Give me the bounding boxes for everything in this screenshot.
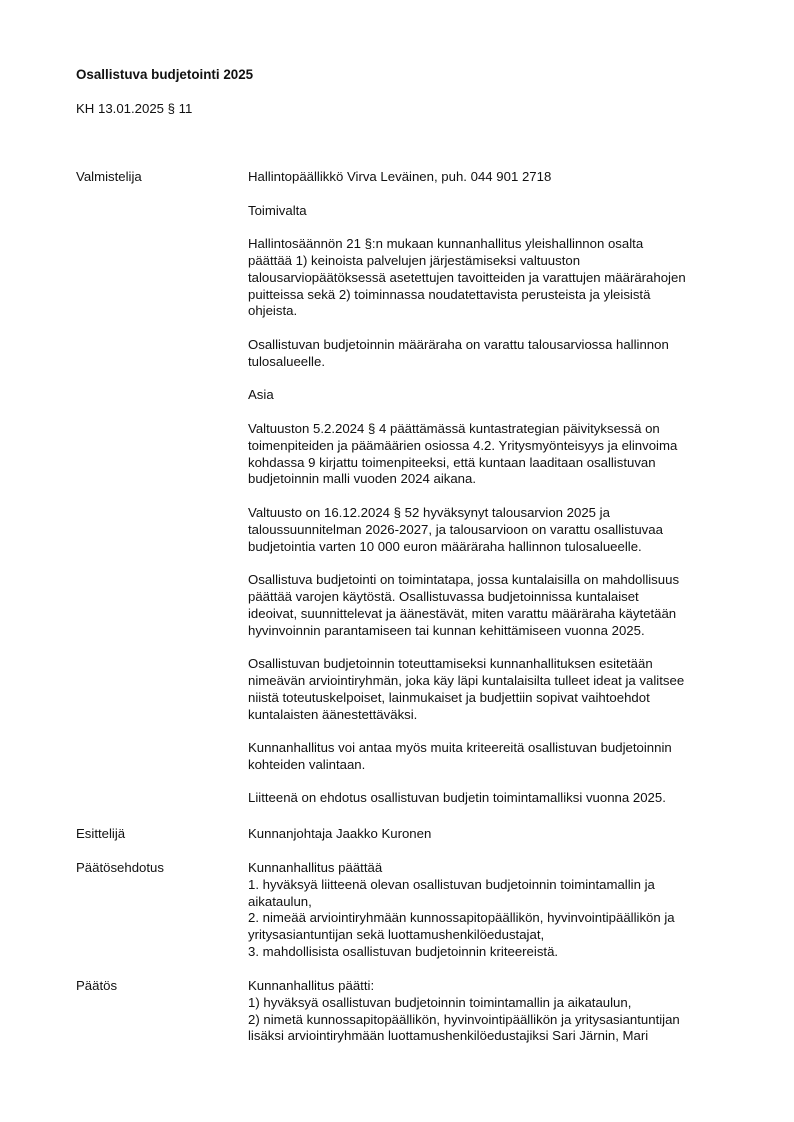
label-paatosehdotus: Päätösehdotus bbox=[76, 860, 164, 875]
asia-paragraph-5 bbox=[248, 740, 738, 774]
text-line: ohjeista. bbox=[248, 303, 298, 319]
text-line: Osallistuvan budjetoinnin määräraha on varattu talousarviossa hallinnon bbox=[248, 336, 669, 352]
text-line: ideoivat, suunnittelevat ja äänestävät, miten varattu määräraha käytetään bbox=[248, 605, 677, 621]
text-line: niistä toteutuskelpoiset, lainmukaiset ja budjettiin sopivat vaihtoehdot bbox=[248, 689, 650, 705]
text-line: päättää varojen käytöstä. Osallistuvassa budjetoinnissa kuntalaiset bbox=[248, 588, 639, 604]
toimivalta-paragraph bbox=[248, 236, 738, 320]
text-line: puitteissa sekä 2) toiminnassa noudatettavista perusteista ja yleisistä bbox=[248, 286, 651, 302]
label-valmistelija: Valmistelija bbox=[76, 169, 142, 184]
toimivalta-heading: Toimivalta bbox=[248, 202, 307, 218]
text-line: Osallistuvan budjetoinnin toteuttamiseksi kunnanhallituksen esitetään bbox=[248, 656, 653, 672]
document-title: Osallistuva budjetointi 2025 bbox=[76, 67, 254, 82]
text-line: budjetoinnin malli vuoden 2024 aikana. bbox=[248, 471, 477, 487]
text-line: päättää 1) keinoista palvelujen järjestämiseksi valtuuston bbox=[248, 252, 581, 268]
asia-paragraph-6 bbox=[248, 790, 738, 807]
paatos-content bbox=[248, 978, 738, 1045]
text-line: budjetointia varten 10 000 euron määräraha hallinnon tulosalueelle. bbox=[248, 538, 642, 554]
label-esittelija: Esittelijä bbox=[76, 826, 126, 841]
paatosehdotus-content bbox=[248, 860, 738, 961]
text-line: Osallistuva budjetointi on toimintatapa, jossa kuntalaisilla on mahdollisuus bbox=[248, 572, 680, 588]
text-line: kuntalaisten äänestettäväksi. bbox=[248, 706, 418, 722]
text-line: toimenpiteiden ja päämäärien osiossa 4.2. Yritysmyönteisyys ja elinvoima bbox=[248, 437, 678, 453]
text-line: kohteiden valintaan. bbox=[248, 756, 366, 772]
asia-paragraph-2 bbox=[248, 505, 738, 555]
text-line: kohdassa 9 kirjattu toimenpiteeksi, että kuntaan laaditaan osallistuvan bbox=[248, 454, 656, 470]
asia-paragraph-4 bbox=[248, 656, 738, 723]
text-line: Valtuuston 5.2.2024 § 4 päättämässä kuntastrategian päivityksessä on bbox=[248, 420, 660, 436]
text-line: 1. hyväksyä liitteenä olevan osallistuvan budjetoinnin toimintamallin ja bbox=[248, 876, 655, 892]
text-line: Kunnanhallitus päätti: bbox=[248, 978, 375, 993]
text-line: 2. nimeää arviointiryhmään kunnossapitopäällikön, hyvinvointipäällikön ja bbox=[248, 910, 675, 926]
text-line: Hallintosäännön 21 §:n mukaan kunnanhallitus yleishallinnon osalta bbox=[248, 236, 644, 252]
text-line: yritysasiantuntijan sekä luottamushenkilöedustajat, bbox=[248, 927, 545, 943]
text-line: aikataulun, bbox=[248, 893, 312, 909]
label-paatos: Päätös bbox=[76, 978, 118, 993]
asia-heading: Asia bbox=[248, 387, 274, 403]
asia-paragraph-3 bbox=[248, 572, 738, 639]
text-line: Liitteenä on ehdotus osallistuvan budjetin toimintamalliksi vuonna 2025. bbox=[248, 790, 666, 806]
text-line: 2) nimetä kunnossapitopäällikön, hyvinvointipäällikön ja yritysasiantuntijan bbox=[248, 1011, 680, 1027]
text-line: tulosalueelle. bbox=[248, 353, 325, 369]
text-line: lisäksi arviointiryhmään luottamushenkilöedustajiksi Sari Järnin, Mari bbox=[248, 1028, 649, 1044]
text-line: talousarviopäätöksessä asetettujen tavoitteiden ja varattujen määrärahojen bbox=[248, 269, 686, 285]
text-line: 3. mahdollisista osallistuvan budjetoinnin kriteereistä. bbox=[248, 943, 559, 959]
valmistelija-content bbox=[248, 169, 738, 807]
text-line: taloussuunnitelman 2026-2027, ja talousarvioon on varattu osallistuvaa bbox=[248, 521, 663, 537]
asia-paragraph-1 bbox=[248, 421, 738, 488]
meeting-reference: KH 13.01.2025 § 11 bbox=[76, 101, 193, 116]
text-line: hyvinvoinnin parantamiseen tai kunnan kehittämiseen vuonna 2025. bbox=[248, 622, 645, 638]
text-line: Kunnanhallitus päättää bbox=[248, 860, 383, 875]
text-line: Kunnanhallitus voi antaa myös muita kriteereitä osallistuvan budjetoinnin bbox=[248, 740, 672, 756]
text-line: nimeävän arviointiryhmän, joka käy läpi kuntalaisilta tulleet ideat ja valitsee bbox=[248, 672, 685, 688]
preparer-line: Hallintopäällikkö Virva Leväinen, puh. 044 901 2718 bbox=[248, 169, 552, 184]
text-line: 1) hyväksyä osallistuvan budjetoinnin toimintamallin ja aikataulun, bbox=[248, 994, 632, 1010]
maararaha-paragraph bbox=[248, 337, 738, 371]
esittelija-value: Kunnanjohtaja Jaakko Kuronen bbox=[248, 826, 432, 841]
text-line: Valtuusto on 16.12.2024 § 52 hyväksynyt talousarvion 2025 ja bbox=[248, 504, 610, 520]
